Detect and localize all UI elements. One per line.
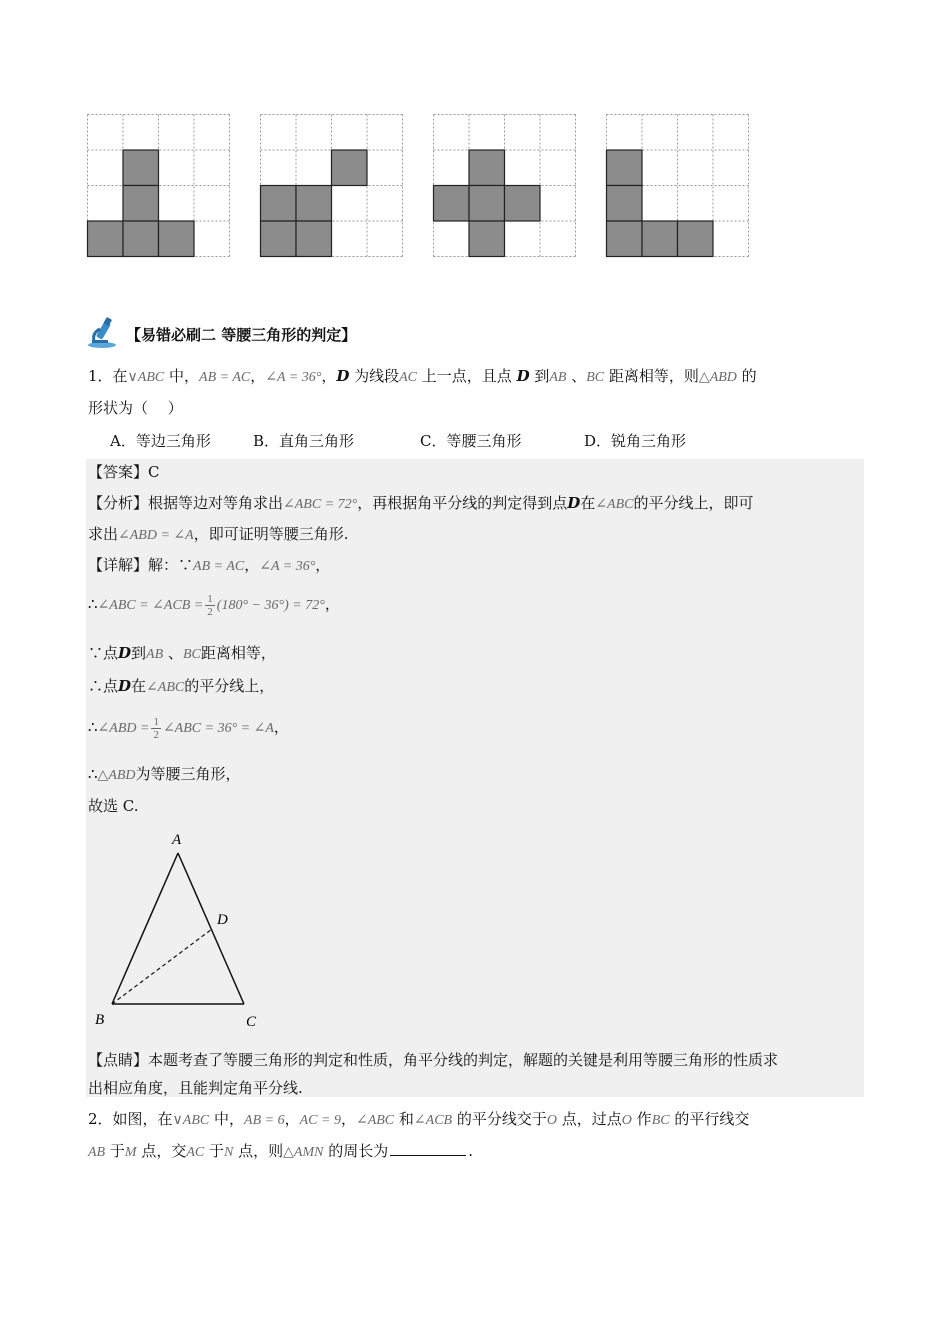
segment-ab (112, 853, 178, 1004)
grid-figure-2 (259, 113, 404, 258)
detail-line7: 故选 C. (88, 797, 139, 815)
fraction-half: $\frac{1}{2}$ (207, 592, 213, 618)
option-b: B．直角三角形 (253, 432, 355, 450)
filled-cell (261, 221, 297, 257)
segment-ac (178, 853, 244, 1004)
section-title: 【易错必刷二 等腰三角形的判定】 (126, 325, 357, 344)
detail-line2: ∴∠ABC = ∠ACB = $\frac{1}{2}$ (180° − 36°) = 72°， (88, 592, 340, 618)
filled-cell (123, 221, 159, 257)
option-a: A．等边三角形 (110, 432, 211, 450)
analysis-line1: 【分析】根据等边对等角求出∠ABC = 72°，再根据角平分线的判定得到点D在∠ABC的平分线上，即可 (88, 494, 754, 512)
option-c: C．等腰三角形 (420, 432, 522, 450)
label-a: A (172, 832, 182, 848)
filled-cell (296, 221, 332, 257)
answer-blank[interactable] (390, 1141, 466, 1156)
filled-cell (607, 150, 643, 186)
filled-cell (469, 186, 505, 222)
filled-cell (469, 150, 505, 186)
filled-cell (159, 221, 195, 257)
grid-figure-1 (86, 113, 231, 258)
grid-figure-4 (605, 113, 750, 258)
detail-line3: ∵点D到AB 、BC距离相等， (88, 644, 276, 662)
label-b: B (95, 1012, 105, 1028)
filled-cell (678, 221, 714, 257)
filled-cell (123, 186, 159, 222)
filled-cell (505, 186, 541, 222)
comment-line1: 【点睛】本题考查了等腰三角形的判定和性质，角平分线的判定，解题的关键是利用等腰三角形的性质求 (88, 1051, 779, 1069)
segment-bd (112, 929, 212, 1004)
detail-line5: ∴∠ABD = $\frac{1}{2}$ ∠ABC = 36° = ∠A， (88, 715, 289, 741)
q2-line2: AB 于M 点，交AC 于N 点，则△AMN 的周长为 . (88, 1142, 474, 1160)
filled-cell (123, 150, 159, 186)
filled-cell (607, 221, 643, 257)
detail-line4: ∴点D在∠ABC的平分线上， (88, 677, 275, 695)
grid-figure-3 (432, 113, 577, 258)
label-d: D (217, 912, 228, 928)
filled-cell (296, 186, 332, 222)
filled-cell (434, 186, 470, 222)
triangle-figure (90, 828, 270, 1036)
answer-line: 【答案】C (88, 463, 160, 481)
label-c: C (246, 1014, 257, 1030)
filled-cell (332, 150, 368, 186)
q1-line2: 形状为（ ） (88, 399, 183, 417)
filled-cell (469, 221, 505, 257)
microscope-icon (86, 315, 122, 353)
filled-cell (642, 221, 678, 257)
q1-line1: 1．在∨ABC 中，AB = AC，∠A = 36°，D 为线段AC 上一点，且点 D 到AB 、BC 距离相等，则△ABD 的 (88, 367, 757, 385)
comment-line2: 出相应角度，且能判定角平分线. (88, 1079, 303, 1097)
fraction-half-2: $\frac{1}{2}$ (153, 715, 159, 741)
analysis-line2: 求出∠ABD = ∠A，即可证明等腰三角形. (88, 525, 349, 543)
detail-line6: ∴△ABD为等腰三角形， (88, 765, 241, 783)
detail-line1: 【详解】解：∵AB = AC，∠A = 36°， (88, 556, 331, 574)
option-d: D．锐角三角形 (584, 432, 687, 450)
filled-cell (607, 186, 643, 222)
section-header (86, 316, 356, 352)
filled-cell (88, 221, 124, 257)
q2-line1: 2．如图，在∨ABC 中，AB = 6，AC = 9，∠ABC 和∠ACB 的平分线交于O 点，过点O 作BC 的平行线交 (88, 1110, 750, 1128)
filled-cell (261, 186, 297, 222)
